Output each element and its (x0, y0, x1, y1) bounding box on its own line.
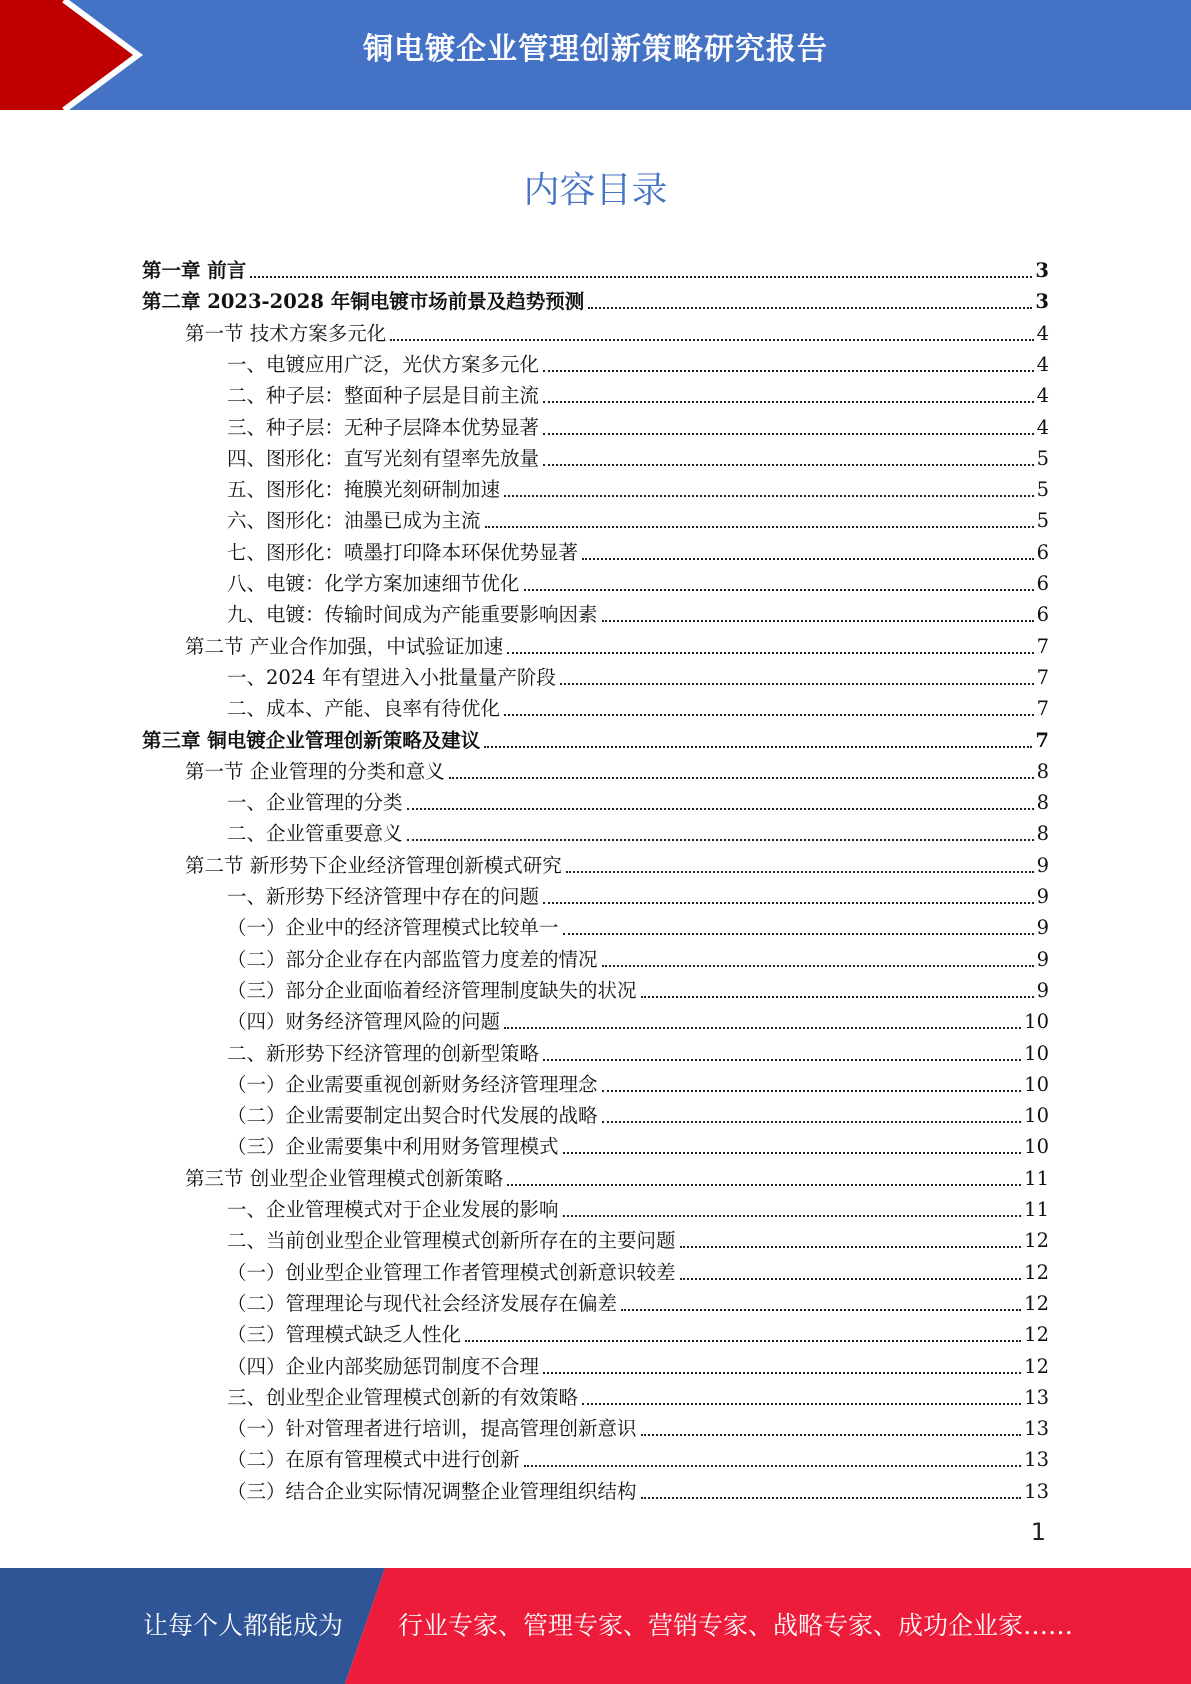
toc-entry-label: 九、电镀：传输时间成为产能重要影响因素 (227, 603, 598, 627)
toc-entry[interactable] (142, 254, 1049, 285)
page-number: 1 (1030, 1518, 1046, 1546)
toc-entry[interactable] (227, 1130, 1049, 1161)
toc-entry[interactable] (185, 317, 1049, 348)
toc-entry-label: （四）企业内部奖励惩罚制度不合理 (227, 1354, 540, 1378)
toc-entry-label: 一、电镀应用广泛，光伏方案多元化 (227, 352, 540, 376)
toc-entry-label: 一、新形势下经济管理中存在的问题 (227, 885, 540, 908)
toc-entry-page: 4 (1036, 352, 1049, 376)
toc-entry-label: 四、图形化：直写光刻有望率先放量 (227, 446, 540, 470)
toc-entry[interactable] (185, 630, 1049, 661)
toc-entry-page: 9 (1036, 916, 1049, 940)
toc-entry[interactable] (227, 817, 1049, 848)
toc-dot-leader (543, 464, 1034, 466)
toc-dot-leader (621, 1309, 1021, 1311)
toc-entry[interactable] (227, 1318, 1049, 1349)
toc-dot-leader (588, 307, 1032, 309)
toc-entry-label: 一、企业管理的分类 (227, 791, 403, 815)
toc-dot-leader (543, 370, 1034, 372)
toc-entry-page: 7 (1036, 634, 1049, 658)
toc-entry-page: 7 (1036, 697, 1049, 721)
toc-dot-leader (543, 902, 1034, 904)
toc-entry-label: 三、创业型企业管理模式创新的有效策略 (227, 1385, 579, 1409)
toc-entry-page: 3 (1035, 290, 1049, 314)
toc-dot-leader (504, 495, 1034, 497)
toc-entry-page: 13 (1024, 1479, 1049, 1503)
toc-entry-label: 二、新形势下经济管理的创新型策略 (227, 1041, 540, 1065)
toc-dot-leader (641, 1434, 1022, 1436)
toc-entry[interactable] (227, 598, 1049, 629)
toc-dot-leader (563, 933, 1034, 935)
report-title: 铜电镀企业管理创新策略研究报告 (363, 32, 828, 67)
toc-dot-leader (602, 1121, 1022, 1123)
toc-entry-label: 第二章 2023-2028 年铜电镀市场前景及趋势预测 (142, 290, 585, 314)
toc-dot-leader (465, 1340, 1021, 1342)
toc-entry[interactable] (227, 1350, 1049, 1381)
toc-entry-label: 二、企业管重要意义 (227, 822, 403, 846)
toc-entry[interactable] (227, 1224, 1049, 1255)
toc-entry[interactable] (227, 411, 1049, 442)
toc-dot-leader (507, 652, 1033, 654)
toc-entry-label: （一）企业需要重视创新财务经济管理理念 (227, 1072, 598, 1096)
toc-entry[interactable] (227, 1099, 1049, 1130)
toc-entry-page: 10 (1024, 1010, 1049, 1034)
toc-entry[interactable] (227, 1005, 1049, 1036)
toc-entry-label: （二）管理理论与现代社会经济发展存在偏差 (227, 1291, 618, 1315)
toc-dot-leader (582, 1403, 1021, 1405)
toc-dot-leader (504, 1027, 1021, 1029)
toc-entry-page: 4 (1036, 415, 1049, 439)
toc-entry-page: 12 (1024, 1260, 1049, 1284)
toc-entry-label: 八、电镀：化学方案加速细节优化 (227, 572, 520, 595)
toc-dot-leader (507, 1184, 1021, 1186)
toc-entry[interactable] (227, 1412, 1049, 1443)
toc-entry[interactable] (227, 1287, 1049, 1318)
toc-entry-page: 6 (1036, 540, 1049, 564)
toc-dot-leader (641, 996, 1034, 998)
toc-entry-page: 13 (1024, 1448, 1049, 1472)
toc-dot-leader (449, 777, 1034, 779)
toc-entry-label: 二、成本、产能、良率有待优化 (227, 697, 501, 721)
footer-slogan-left: 让每个人都能成为 (143, 1611, 344, 1640)
toc-entry-label: （三）结合企业实际情况调整企业管理组织结构 (227, 1479, 637, 1503)
toc-entry[interactable] (227, 473, 1049, 504)
toc-entry[interactable] (185, 1162, 1049, 1193)
toc-entry-page: 8 (1036, 791, 1049, 815)
toc-dot-leader (484, 746, 1032, 748)
toc-dot-leader (504, 714, 1034, 716)
toc-entry-page: 11 (1024, 1198, 1049, 1221)
toc-entry-page: 7 (1036, 665, 1049, 689)
toc-entry-page: 12 (1024, 1229, 1049, 1253)
toc-entry[interactable] (227, 442, 1049, 473)
toc-entry-label: （三）管理模式缺乏人性化 (227, 1323, 462, 1347)
toc-entry-label: （四）财务经济管理风险的问题 (227, 1010, 501, 1034)
toc-dot-leader (390, 339, 1033, 341)
toc-entry-page: 7 (1035, 728, 1049, 752)
toc-dot-leader (407, 808, 1034, 810)
toc-dot-leader (680, 1278, 1022, 1280)
toc-entry-label: 第三节 创业型企业管理模式创新策略 (185, 1166, 504, 1190)
toc-entry[interactable] (227, 379, 1049, 410)
toc-entry[interactable] (227, 786, 1049, 817)
toc-dot-leader (602, 1090, 1022, 1092)
toc-entry[interactable] (227, 1068, 1049, 1099)
toc-dot-leader (582, 558, 1034, 560)
toc-entry-label: （二）企业需要制定出契合时代发展的战略 (227, 1104, 598, 1128)
toc-dot-leader (560, 683, 1034, 685)
toc-entry[interactable] (227, 880, 1049, 911)
toc-entry-label: （二）在原有管理模式中进行创新 (227, 1448, 520, 1472)
toc-entry-page: 9 (1036, 978, 1049, 1002)
toc-entry-page: 12 (1024, 1354, 1049, 1378)
toc-dot-leader (524, 1465, 1022, 1467)
toc-entry-label: 第三章 铜电镀企业管理创新策略及建议 (142, 728, 481, 752)
toc-entry[interactable] (227, 692, 1049, 723)
toc-entry-label: 第一节 企业管理的分类和意义 (185, 759, 445, 783)
toc-dot-leader (602, 620, 1034, 622)
toc-entry-page: 4 (1036, 321, 1049, 345)
toc-dot-leader (407, 839, 1034, 841)
toc-entry-label: 一、2024 年有望进入小批量量产阶段 (227, 665, 556, 689)
toc-entry[interactable] (227, 974, 1049, 1005)
toc-entry-label: （三）企业需要集中利用财务管理模式 (227, 1135, 559, 1159)
toc-entry[interactable] (227, 1037, 1049, 1068)
toc-dot-leader (543, 401, 1034, 403)
toc-entry-label: （一）创业型企业管理工作者管理模式创新意识较差 (227, 1260, 676, 1284)
toc-entry-label: 二、种子层：整面种子层是目前主流 (227, 384, 540, 408)
toc-entry[interactable] (227, 567, 1049, 598)
toc-entry[interactable] (142, 285, 1049, 316)
toc-entry-page: 9 (1036, 947, 1049, 971)
toc-dot-leader (566, 871, 1034, 873)
toc-entry-page: 13 (1024, 1417, 1049, 1441)
toc-dot-leader (524, 589, 1034, 591)
toc-entry-label: （二）部分企业存在内部监管力度差的情况 (227, 947, 598, 971)
toc-dot-leader (543, 1372, 1021, 1374)
page-footer (0, 1568, 1191, 1684)
toc-dot-leader (602, 965, 1034, 967)
toc-entry-page: 5 (1036, 509, 1049, 533)
toc-entry-page: 8 (1036, 759, 1049, 783)
toc-entry[interactable] (185, 849, 1049, 880)
page-header (0, 0, 1191, 110)
toc-entry-label: 第一章 前言 (142, 259, 247, 282)
toc-entry[interactable] (227, 1256, 1049, 1287)
toc-entry[interactable] (227, 1443, 1049, 1474)
toc-entry[interactable] (227, 1381, 1049, 1412)
footer-slogan-right: 行业专家、管理专家、营销专家、战略专家、成功企业家…… (398, 1611, 1074, 1640)
toc-entry-page: 5 (1036, 478, 1049, 502)
toc-entry[interactable] (227, 911, 1049, 942)
toc-entry-label: 六、图形化：油墨已成为主流 (227, 509, 481, 533)
toc-entry[interactable] (227, 661, 1049, 692)
toc-entry-page: 9 (1036, 853, 1049, 877)
toc-dot-leader (563, 1215, 1022, 1217)
toc-entry-label: 三、种子层：无种子层降本优势显著 (227, 415, 540, 439)
toc-entry[interactable] (185, 755, 1049, 786)
toc-entry-page: 12 (1024, 1323, 1049, 1347)
toc-entry[interactable] (227, 536, 1049, 567)
toc-entry-page: 6 (1036, 603, 1049, 627)
toc-dot-leader (543, 433, 1034, 435)
toc-entry[interactable] (227, 1475, 1049, 1506)
toc-entry-page: 6 (1036, 572, 1049, 595)
toc-entry-page: 4 (1036, 384, 1049, 408)
toc-entry-page: 10 (1024, 1135, 1049, 1159)
toc-entry[interactable] (142, 724, 1049, 755)
toc-entry-label: 一、企业管理模式对于企业发展的影响 (227, 1198, 559, 1221)
toc-entry-label: 第一节 技术方案多元化 (185, 321, 387, 345)
toc-entry[interactable] (227, 504, 1049, 535)
toc-entry[interactable] (227, 348, 1049, 379)
toc-entry-page: 3 (1035, 259, 1049, 282)
toc-dot-leader (680, 1246, 1022, 1248)
toc-entry[interactable] (227, 1193, 1049, 1224)
toc-entry-label: （三）部分企业面临着经济管理制度缺失的状况 (227, 978, 637, 1002)
toc-entry-label: 二、当前创业型企业管理模式创新所存在的主要问题 (227, 1229, 676, 1253)
toc-entry-page: 5 (1036, 446, 1049, 470)
toc-entry-label: 七、图形化：喷墨打印降本环保优势显著 (227, 540, 579, 564)
toc-dot-leader (641, 1497, 1022, 1499)
toc-entry-label: 五、图形化：掩膜光刻研制加速 (227, 478, 501, 502)
toc-entry-label: 第二节 产业合作加强，中试验证加速 (185, 634, 504, 658)
toc-entry-page: 10 (1024, 1041, 1049, 1065)
toc-entry-page: 10 (1024, 1104, 1049, 1128)
toc-entry-page: 10 (1024, 1072, 1049, 1096)
toc-entry-page: 13 (1024, 1385, 1049, 1409)
toc-heading: 内容目录 (523, 170, 668, 211)
toc-entry-label: 第二节 新形势下企业经济管理创新模式研究 (185, 853, 562, 877)
toc-entry-label: （一）针对管理者进行培训，提高管理创新意识 (227, 1417, 637, 1441)
toc-dot-leader (485, 526, 1034, 528)
toc-entry-page: 12 (1024, 1291, 1049, 1315)
toc-entry-page: 9 (1036, 885, 1049, 908)
toc-entry-label: （一）企业中的经济管理模式比较单一 (227, 916, 559, 940)
toc-entry-page: 11 (1024, 1166, 1049, 1190)
toc-dot-leader (543, 1059, 1021, 1061)
toc-dot-leader (250, 276, 1032, 278)
toc-entry[interactable] (227, 943, 1049, 974)
toc-dot-leader (563, 1152, 1022, 1154)
toc-entry-page: 8 (1036, 822, 1049, 846)
